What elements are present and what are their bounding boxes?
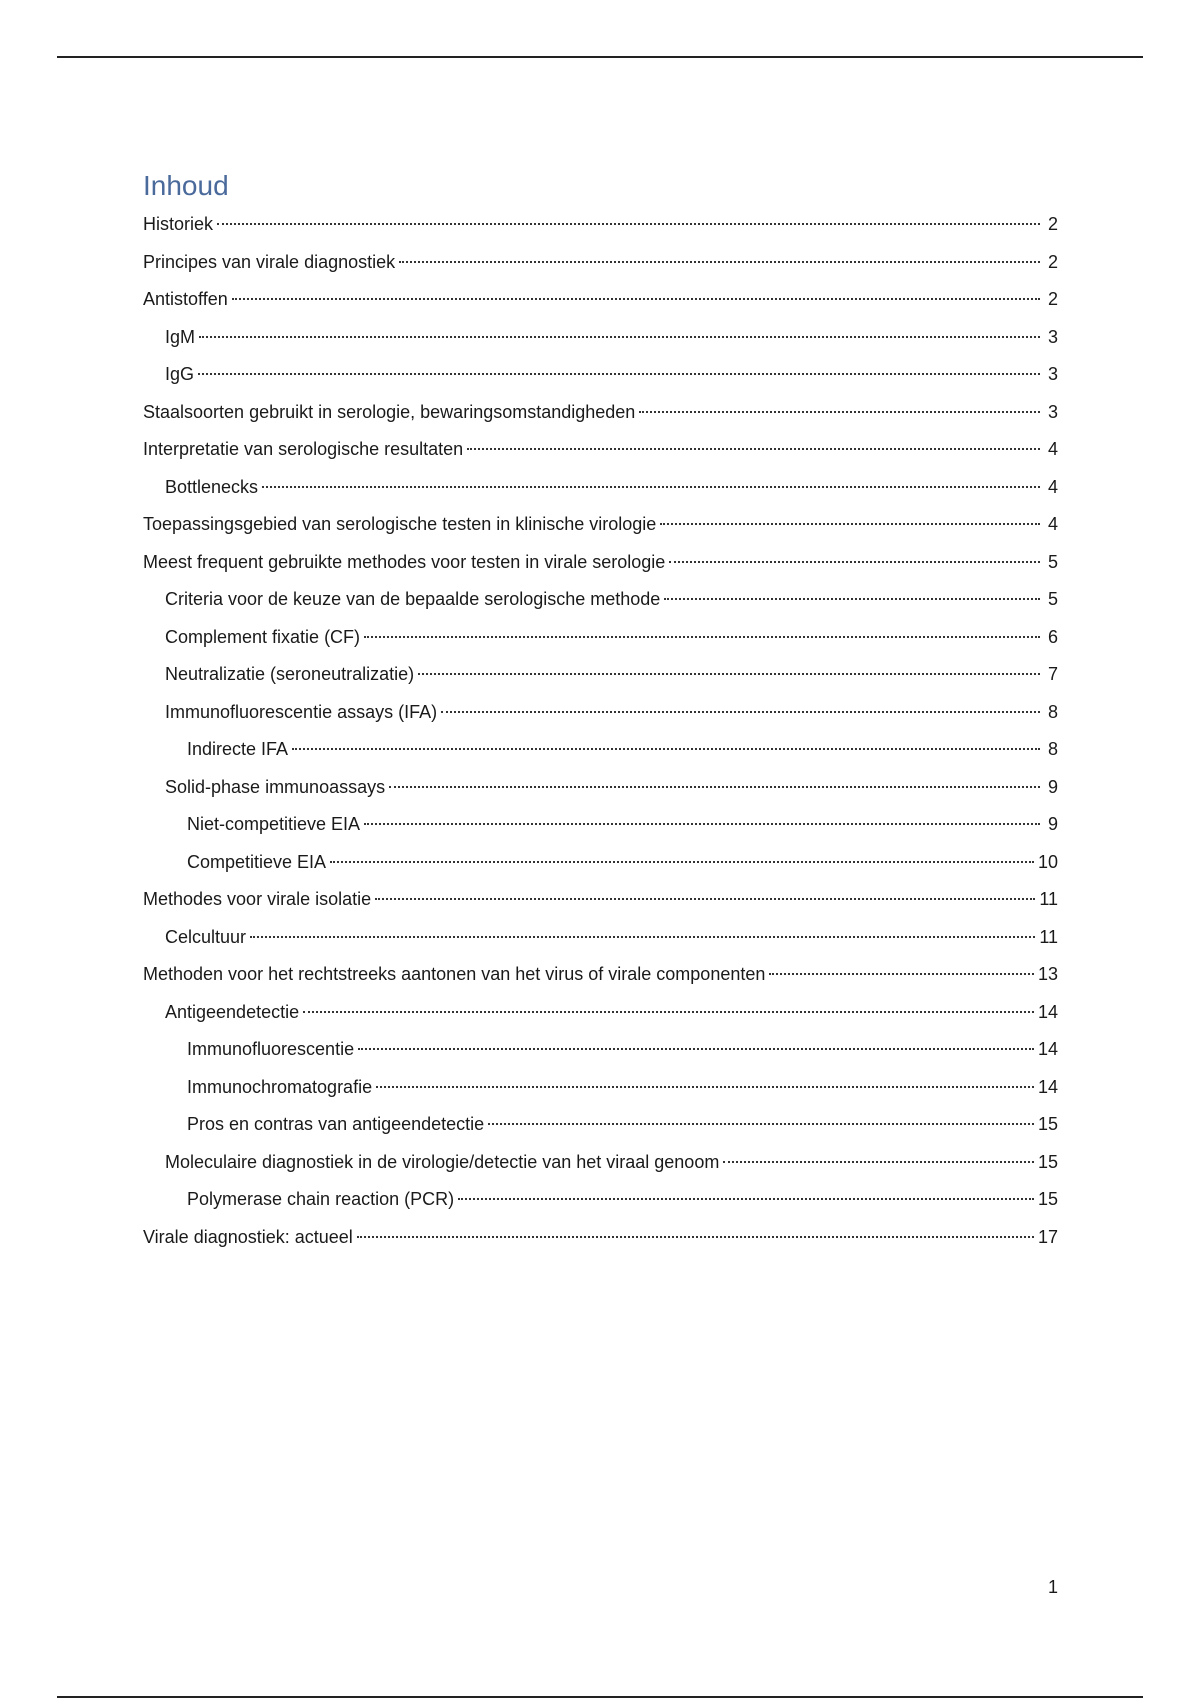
toc-entry-label: Immunofluorescentie xyxy=(187,1039,355,1059)
toc-entry-page-number: 3 xyxy=(1047,401,1058,422)
toc-dot-leader xyxy=(488,1123,1034,1125)
toc-entry[interactable] xyxy=(143,544,1058,582)
toc-entry-label: Neutralizatie (seroneutralizatie) xyxy=(165,664,415,684)
toc-entry-page-number: 11 xyxy=(1039,889,1058,909)
toc-entry-page-number: 15 xyxy=(1037,1114,1058,1134)
toc-entry-page-number: 3 xyxy=(1047,364,1058,384)
toc-entry[interactable] xyxy=(143,619,1058,657)
toc-entry-label: Antistoffen xyxy=(143,289,228,309)
toc-dot-leader xyxy=(198,373,1040,375)
toc-entry[interactable] xyxy=(143,1069,1058,1107)
toc-entry-page-number: 8 xyxy=(1047,701,1058,722)
toc-entry-label: Virale diagnostiek: actueel xyxy=(143,1226,353,1247)
toc-entry[interactable] xyxy=(143,994,1058,1032)
toc-entry[interactable] xyxy=(143,356,1058,394)
toc-dot-leader xyxy=(769,973,1034,975)
toc-entry-page-number: 13 xyxy=(1037,964,1058,984)
toc-entry-label: Polymerase chain reaction (PCR) xyxy=(187,1189,455,1209)
toc-entry[interactable] xyxy=(143,881,1058,919)
toc-entry-label: Criteria voor de keuze van de bepaalde serologische methode xyxy=(165,589,661,609)
toc-entry-page-number: 6 xyxy=(1047,626,1058,647)
toc-entry-page-number: 15 xyxy=(1037,1189,1058,1209)
toc-dot-leader xyxy=(330,861,1034,863)
toc-dot-leader xyxy=(399,261,1040,263)
toc-entry-label: Indirecte IFA xyxy=(187,739,289,759)
toc-entry-page-number: 8 xyxy=(1047,739,1058,759)
toc-entry[interactable] xyxy=(143,956,1058,994)
toc-entry-label: Competitieve EIA xyxy=(187,851,327,872)
toc-entry-label: Niet-competitieve EIA xyxy=(187,814,361,834)
toc-dot-leader xyxy=(262,486,1040,488)
toc-dot-leader xyxy=(441,711,1040,713)
toc-entry-label: Historiek xyxy=(143,214,214,234)
toc-entry[interactable] xyxy=(143,431,1058,469)
toc-entry[interactable] xyxy=(143,394,1058,432)
toc-entry[interactable] xyxy=(143,469,1058,507)
toc-entry[interactable] xyxy=(143,281,1058,319)
toc-entry-label: Principes van virale diagnostiek xyxy=(143,251,396,272)
toc-entry-label: Staalsoorten gebruikt in serologie, bewaringsomstandigheden xyxy=(143,401,636,422)
toc-entry-page-number: 4 xyxy=(1047,514,1058,534)
toc-dot-leader xyxy=(250,936,1035,938)
toc-entry[interactable] xyxy=(143,244,1058,282)
toc-entry-label: Bottlenecks xyxy=(165,476,259,497)
toc-entry[interactable] xyxy=(143,694,1058,732)
toc-entry-page-number: 17 xyxy=(1037,1226,1058,1247)
toc-entry[interactable] xyxy=(143,656,1058,694)
toc-dot-leader xyxy=(358,1048,1034,1050)
toc-entry-page-number: 15 xyxy=(1037,1151,1058,1172)
toc-dot-leader xyxy=(303,1011,1034,1013)
table-of-contents xyxy=(143,168,1058,1256)
toc-dot-leader xyxy=(669,561,1040,563)
toc-entry-label: Solid-phase immunoassays xyxy=(165,776,386,797)
toc-entry[interactable] xyxy=(143,769,1058,807)
toc-entry-label: Celcultuur xyxy=(165,926,247,947)
toc-dot-leader xyxy=(664,598,1040,600)
toc-dot-leader xyxy=(467,448,1040,450)
toc-dot-leader xyxy=(375,898,1035,900)
toc-entry-label: Complement fixatie (CF) xyxy=(165,626,361,647)
toc-entry-label: Methoden voor het rechtstreeks aantonen van het virus of virale componenten xyxy=(143,964,766,984)
toc-entry-page-number: 2 xyxy=(1047,214,1058,234)
toc-entry[interactable] xyxy=(143,319,1058,357)
toc-dot-leader xyxy=(458,1198,1034,1200)
toc-entry-page-number: 5 xyxy=(1047,589,1058,609)
top-page-border xyxy=(57,56,1143,58)
toc-entry[interactable] xyxy=(143,806,1058,844)
toc-list xyxy=(143,206,1058,1256)
toc-dot-leader xyxy=(389,786,1040,788)
toc-entry-label: Toepassingsgebied van serologische testen in klinische virologie xyxy=(143,514,657,534)
toc-entry-label: Interpretatie van serologische resultaten xyxy=(143,439,464,459)
toc-entry[interactable] xyxy=(143,1219,1058,1257)
bottom-page-border xyxy=(57,1696,1143,1698)
toc-entry-page-number: 9 xyxy=(1047,776,1058,797)
toc-entry-page-number: 14 xyxy=(1037,1076,1058,1097)
toc-entry[interactable] xyxy=(143,1106,1058,1144)
toc-dot-leader xyxy=(357,1236,1034,1238)
toc-dot-leader xyxy=(376,1086,1034,1088)
toc-entry-label: Moleculaire diagnostiek in de virologie/detectie van het viraal genoom xyxy=(165,1151,720,1172)
toc-entry-page-number: 5 xyxy=(1047,551,1058,572)
toc-dot-leader xyxy=(723,1161,1034,1163)
toc-dot-leader xyxy=(232,298,1040,300)
toc-entry-label: Immunofluorescentie assays (IFA) xyxy=(165,701,438,722)
toc-entry-label: Methodes voor virale isolatie xyxy=(143,889,372,909)
toc-entry-page-number: 2 xyxy=(1047,251,1058,272)
toc-entry[interactable] xyxy=(143,506,1058,544)
toc-entry-label: IgM xyxy=(165,326,196,347)
toc-entry-label: Meest frequent gebruikte methodes voor testen in virale serologie xyxy=(143,551,666,572)
toc-entry-page-number: 4 xyxy=(1047,439,1058,459)
toc-dot-leader xyxy=(364,636,1040,638)
toc-entry[interactable] xyxy=(143,844,1058,882)
toc-entry-page-number: 14 xyxy=(1037,1001,1058,1022)
toc-entry-page-number: 10 xyxy=(1037,851,1058,872)
toc-entry-page-number: 9 xyxy=(1047,814,1058,834)
toc-entry[interactable] xyxy=(143,1181,1058,1219)
toc-entry[interactable] xyxy=(143,1031,1058,1069)
toc-entry-label: Antigeendetectie xyxy=(165,1001,300,1022)
toc-dot-leader xyxy=(199,336,1040,338)
toc-entry-page-number: 3 xyxy=(1047,326,1058,347)
toc-dot-leader xyxy=(217,223,1040,225)
toc-entry[interactable] xyxy=(143,206,1058,244)
toc-dot-leader xyxy=(364,823,1040,825)
toc-entry[interactable] xyxy=(143,731,1058,769)
toc-entry[interactable] xyxy=(143,1144,1058,1182)
toc-entry-page-number: 14 xyxy=(1037,1039,1058,1059)
toc-dot-leader xyxy=(292,748,1040,750)
toc-entry[interactable] xyxy=(143,581,1058,619)
toc-title: Inhoud xyxy=(143,170,229,201)
toc-dot-leader xyxy=(639,411,1040,413)
toc-entry-page-number: 11 xyxy=(1039,926,1058,947)
toc-entry-label: IgG xyxy=(165,364,195,384)
toc-entry-page-number: 2 xyxy=(1047,289,1058,309)
page-number: 1 xyxy=(1047,1577,1058,1597)
toc-dot-leader xyxy=(660,523,1040,525)
toc-entry-page-number: 7 xyxy=(1047,664,1058,684)
toc-entry-label: Immunochromatografie xyxy=(187,1076,373,1097)
toc-entry-label: Pros en contras van antigeendetectie xyxy=(187,1114,485,1134)
toc-entry-page-number: 4 xyxy=(1047,476,1058,497)
toc-dot-leader xyxy=(418,673,1040,675)
toc-entry[interactable] xyxy=(143,919,1058,957)
